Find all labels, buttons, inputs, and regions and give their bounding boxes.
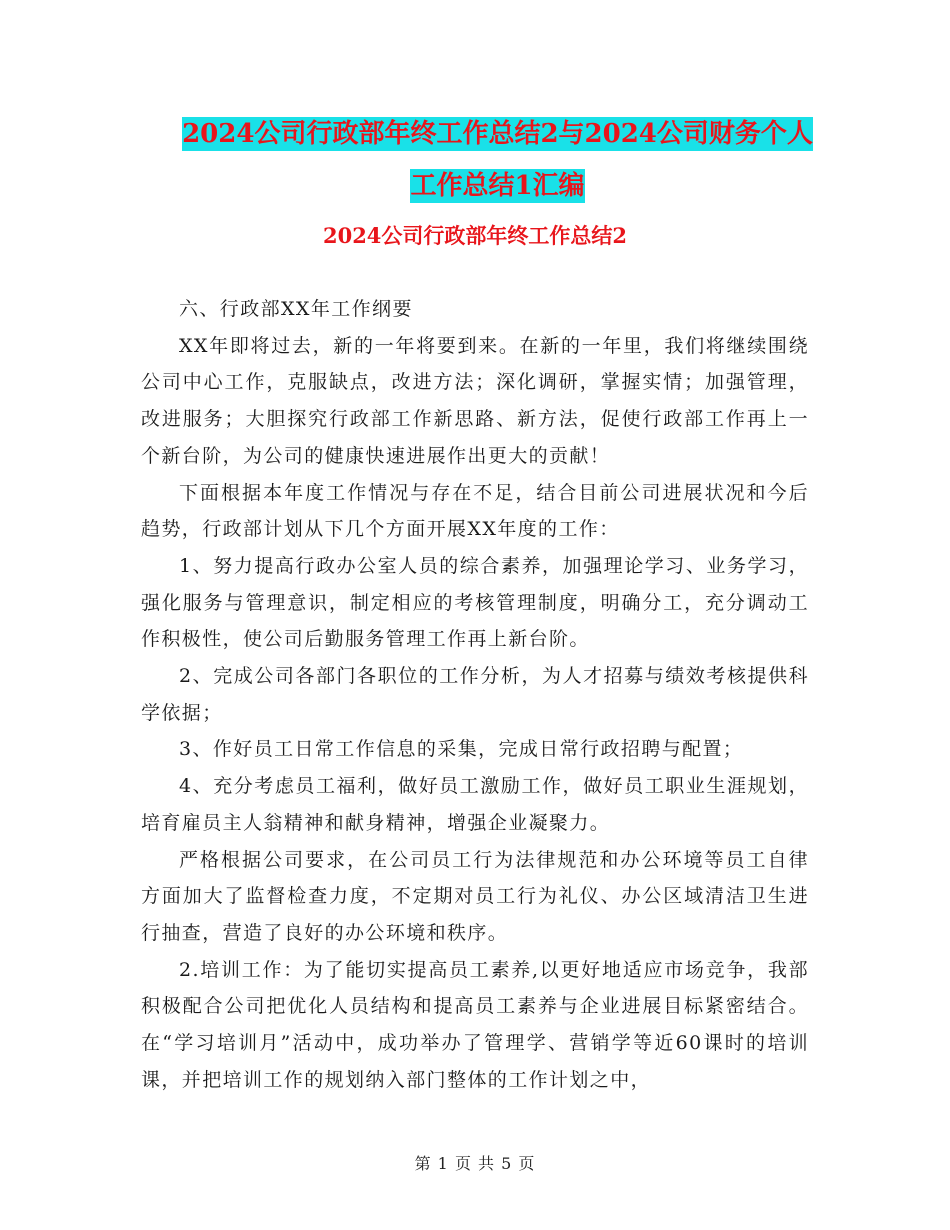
paragraph: XX年即将过去，新的一年将要到来。在新的一年里，我们将继续围绕公司中心工作，克服缺点，改进方法；深化调研，掌握实情；加强管理，改进服务；大胆探究行政部工作新思路、新方法，促使行政部工作再上一个新台阶，为公司的健康快速进展作出更大的贡献！ <box>141 334 809 467</box>
paragraph: 六、行政部XX年工作纲要 <box>179 298 413 320</box>
document-title <box>120 108 875 212</box>
document-title-line-1: 2024公司行政部年终工作总结2与2024公司财务个人 <box>182 119 813 149</box>
paragraph: 严格根据公司要求，在公司员工行为法律规范和办公环境等员工自律方面加大了监督检查力度，不定期对员工行为礼仪、办公区域清洁卫生进行抽查，营造了良好的办公环境和秩序。 <box>141 848 809 944</box>
paragraph: 4、充分考虑员工福利，做好员工激励工作，做好员工职业生涯规划，培育雇员主人翁精神和献身精神，增强企业凝聚力。 <box>141 775 809 834</box>
paragraph: 下面根据本年度工作情况与存在不足，结合目前公司进展状况和今后趋势，行政部计划从下几个方面开展XX年度的工作： <box>141 481 809 541</box>
document-title-line-2: 工作总结1汇编 <box>410 171 585 201</box>
paragraph: 1、努力提高行政办公室人员的综合素养，加强理论学习、业务学习，强化服务与管理意识，制定相应的考核管理制度，明确分工，充分调动工作积极性，使公司后勤服务管理工作再上新台阶。 <box>141 554 809 651</box>
paragraph: 2.培训工作：为了能切实提高员工素养,以更好地适应市场竞争，我部积极配合公司把优化人员结构和提高员工素养与企业进展目标紧密结合。在“学习培训月”活动中，成功举办了管理学、营销学等近60课时的培训课，并把培训工作的规划纳入部门整体的工作计划之中， <box>141 958 809 1091</box>
paragraph: 2、完成公司各部门各职位的工作分析，为人才招募与绩效考核提供科学依据； <box>141 665 809 724</box>
section-title: 2024公司行政部年终工作总结2 <box>322 223 628 248</box>
paragraph: 3、作好员工日常工作信息的采集，完成日常行政招聘与配置； <box>179 738 744 761</box>
page-number-footer: 第 1 页 共 5 页 <box>414 1154 536 1173</box>
document-body <box>141 291 809 1098</box>
